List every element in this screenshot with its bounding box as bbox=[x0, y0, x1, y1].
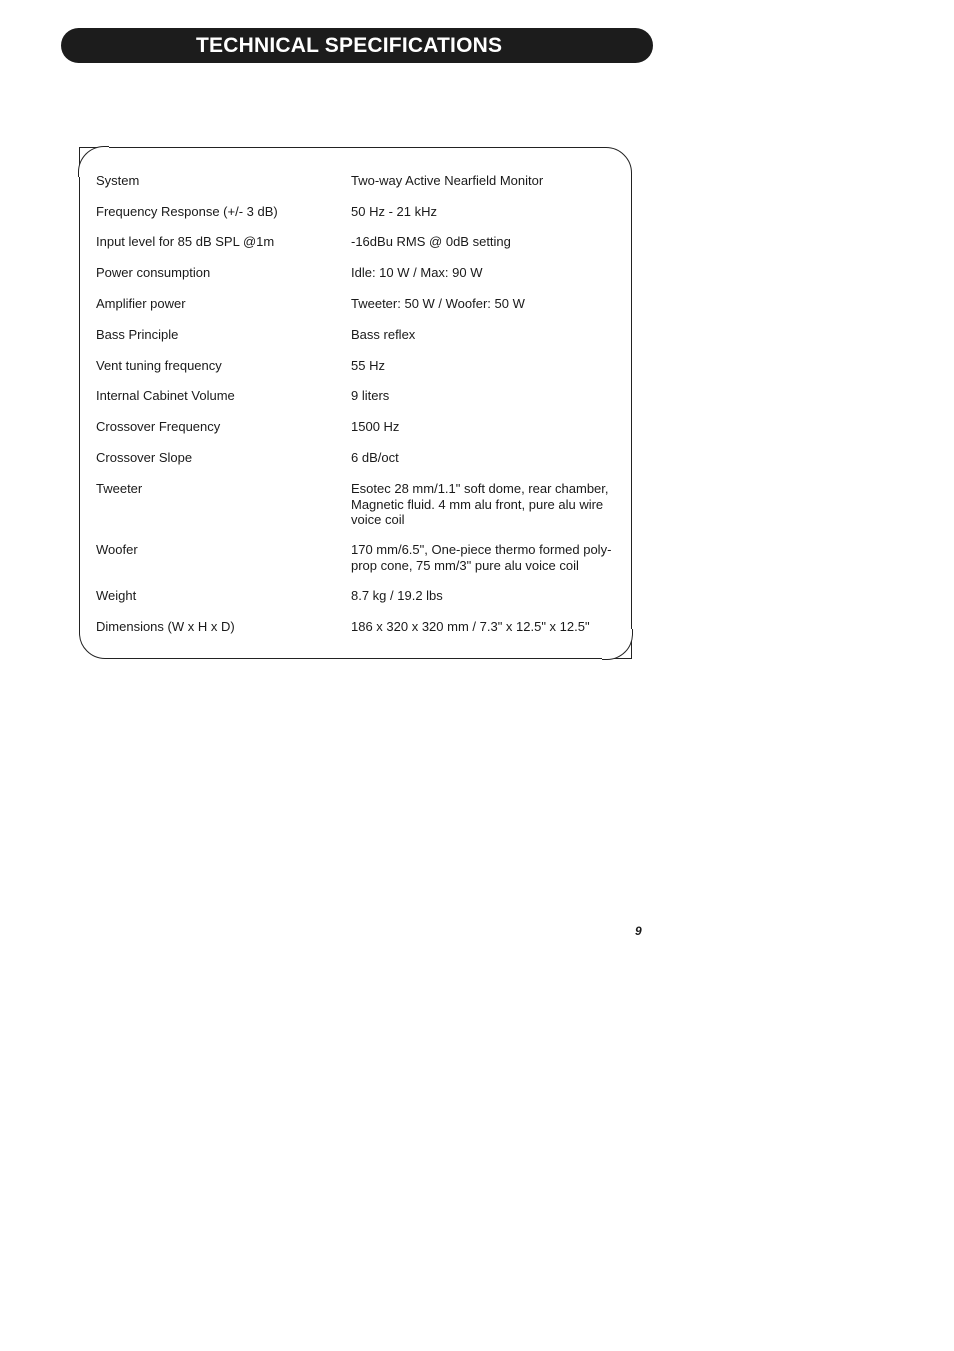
spec-label: Woofer bbox=[96, 542, 138, 557]
spec-label: Input level for 85 dB SPL @1m bbox=[96, 234, 275, 249]
spec-value: 9 liters bbox=[351, 388, 390, 403]
spec-label: Crossover Frequency bbox=[96, 419, 221, 434]
spec-value: Two-way Active Nearfield Monitor bbox=[351, 173, 544, 188]
spec-value: Esotec 28 mm/1.1" soft dome, rear chamber, Magnetic fluid. 4 mm alu front, pure alu wire voice coil bbox=[351, 481, 609, 527]
spec-label: Dimensions (W x H x D) bbox=[96, 619, 235, 634]
spec-label: Weight bbox=[96, 588, 137, 603]
spec-label: Tweeter bbox=[96, 481, 143, 496]
spec-label: Crossover Slope bbox=[96, 450, 193, 465]
spec-label: Internal Cabinet Volume bbox=[96, 388, 235, 403]
spec-label: Amplifier power bbox=[96, 296, 186, 311]
spec-value: 186 x 320 x 320 mm / 7.3" x 12.5" x 12.5" bbox=[351, 619, 590, 634]
spec-value: 6 dB/oct bbox=[351, 450, 399, 465]
spec-value: 55 Hz bbox=[351, 358, 385, 373]
spec-value: Idle: 10 W / Max: 90 W bbox=[351, 265, 483, 280]
spec-value: Bass reflex bbox=[351, 327, 416, 342]
spec-label: Bass Principle bbox=[96, 327, 179, 342]
page-number: 9 bbox=[635, 924, 642, 938]
spec-value: 170 mm/6.5", One-piece thermo formed poly- prop cone, 75 mm/3" pure alu voice coil bbox=[351, 542, 612, 573]
spec-value: Tweeter: 50 W / Woofer: 50 W bbox=[351, 296, 525, 311]
spec-label: Frequency Response (+/- 3 dB) bbox=[96, 204, 278, 219]
spec-label: Power consumption bbox=[96, 265, 211, 280]
spec-value: -16dBu RMS @ 0dB setting bbox=[351, 234, 511, 249]
spec-value: 8.7 kg / 19.2 lbs bbox=[351, 588, 443, 603]
spec-value: 1500 Hz bbox=[351, 419, 400, 434]
section-title-bar bbox=[61, 28, 653, 63]
spec-label: Vent tuning frequency bbox=[96, 358, 222, 373]
page-title: TECHNICAL SPECIFICATIONS bbox=[196, 34, 503, 57]
spec-label: System bbox=[96, 173, 140, 188]
spec-value: 50 Hz - 21 kHz bbox=[351, 204, 437, 219]
